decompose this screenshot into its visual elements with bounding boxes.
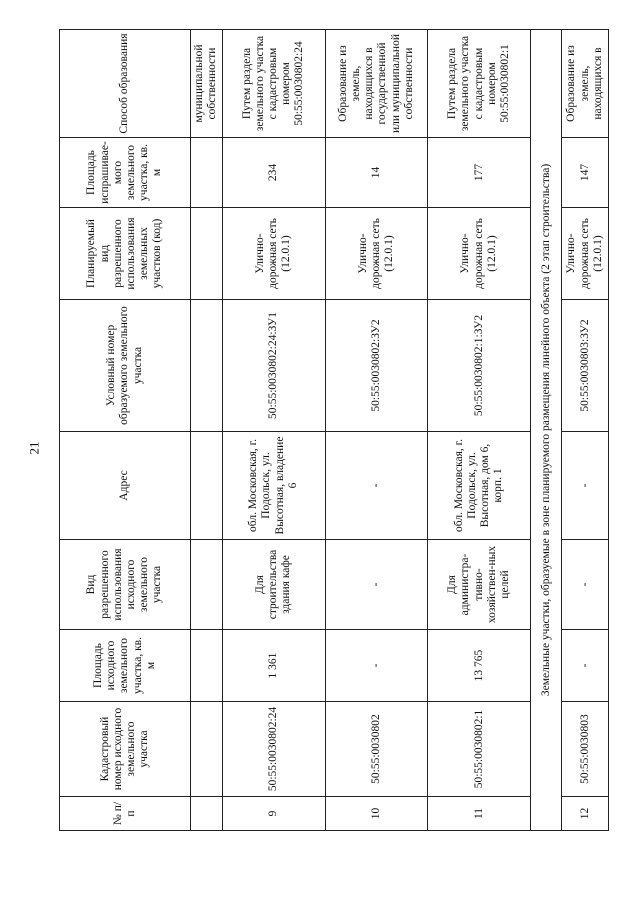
header-row	[60, 30, 191, 831]
land-plots-table	[59, 29, 609, 831]
table-cell: -	[325, 432, 428, 540]
table-cell: -	[325, 630, 428, 702]
table-cell: 50:55:0030802:ЗУ2	[325, 300, 428, 432]
table-cell: 50:55:0030802:24:ЗУ1	[222, 300, 325, 432]
land-plots-table-wrapper	[59, 30, 609, 831]
table-cell: -	[562, 630, 609, 702]
table-cell: -	[562, 540, 609, 630]
table-cell: муниципальной собственности	[190, 30, 222, 138]
table-cell: обл. Московская, г. Подольск, ул. Высотная, владение 6	[222, 432, 325, 540]
table-cell	[190, 432, 222, 540]
section-title: Земельные участки, образуемые в зоне планируемого размещения линейного объекта (2 этап строительства)	[531, 30, 562, 831]
table-cell: 10	[325, 797, 428, 831]
table-cell: Улично-дорожная сеть (12.0.1)	[562, 208, 609, 300]
table-cell: Образование из земель, находящихся в	[562, 30, 609, 138]
table-row	[562, 30, 609, 831]
header-cell: Площадь испрашивае-мого земельного участка, кв. м	[60, 138, 191, 208]
table-cell: 50:55:0030802:24	[222, 702, 325, 797]
header-cell: Кадастровый номер исходного земельного участка	[60, 702, 191, 797]
table-cell	[190, 797, 222, 831]
table-cell: Улично-дорожная сеть (12.0.1)	[222, 208, 325, 300]
table-cell	[190, 138, 222, 208]
table-cell: -	[325, 540, 428, 630]
table-cell	[190, 540, 222, 630]
table-cell: 50:55:0030802:1:ЗУ2	[428, 300, 531, 432]
table-row	[222, 30, 325, 831]
table-cell	[190, 208, 222, 300]
header-cell: Вид разрешенного использования исходного земельного участка	[60, 540, 191, 630]
table-cell: 1 361	[222, 630, 325, 702]
table-cell: 147	[562, 138, 609, 208]
header-cell: № п/п	[60, 797, 191, 831]
table-cell	[190, 702, 222, 797]
table-cell: 14	[325, 138, 428, 208]
table-cell: обл. Московская, г. Подольск, ул. Высотная, дом 6, корп. 1	[428, 432, 531, 540]
table-cell: Для строительства здания кафе	[222, 540, 325, 630]
header-cell: Адрес	[60, 432, 191, 540]
table-cell: 50:55:0030802	[325, 702, 428, 797]
table-cell	[190, 300, 222, 432]
table-cell: 9	[222, 797, 325, 831]
page-number: 21	[26, 441, 42, 455]
table-cell: 50:55:0030803:ЗУ2	[562, 300, 609, 432]
table-cell: Путем раздела земельного участка с кадастровым номером 50:55:0030802:24	[222, 30, 325, 138]
table-cell	[190, 630, 222, 702]
header-cell: Условный номер образуемого земельного участка	[60, 300, 191, 432]
table-cell: 12	[562, 797, 609, 831]
table-row	[428, 30, 531, 831]
table-row	[325, 30, 428, 831]
table-cell: 50:55:0030803	[562, 702, 609, 797]
table-cell: -	[562, 432, 609, 540]
table-cell: 11	[428, 797, 531, 831]
header-cell: Площадь исходного земельного участка, кв. м	[60, 630, 191, 702]
header-cell: Планируемый вид разрешенного использования земельных участков (код)	[60, 208, 191, 300]
table-cell: 50:55:0030802:1	[428, 702, 531, 797]
table-cell: Улично-дорожная сеть (12.0.1)	[325, 208, 428, 300]
table-cell: 234	[222, 138, 325, 208]
header-cell: Способ образования	[60, 30, 191, 138]
section-row	[531, 30, 562, 831]
table-cell: 13 765	[428, 630, 531, 702]
carry-over-row	[190, 30, 222, 831]
table-cell: Путем раздела земельного участка с кадастровым номером 50:55:0030802:1	[428, 30, 531, 138]
table-cell: 177	[428, 138, 531, 208]
table-cell: Для администра-тивно-хозяйствен-ных целей	[428, 540, 531, 630]
table-cell: Улично-дорожная сеть (12.0.1)	[428, 208, 531, 300]
table-cell: Образование из земель, находящихся в государственной или муниципальной собственности	[325, 30, 428, 138]
